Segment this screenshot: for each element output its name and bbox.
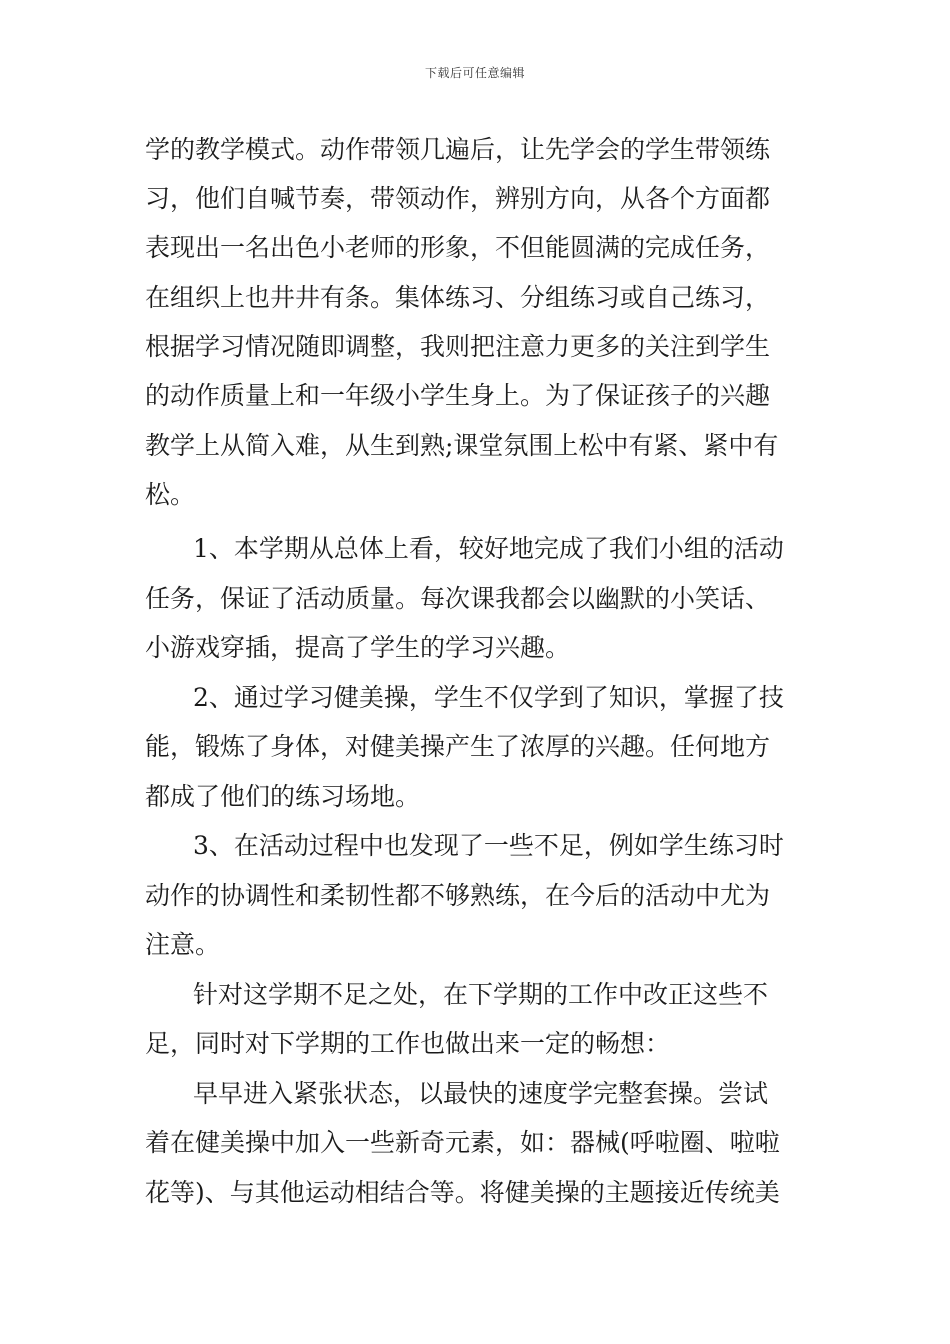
paragraph-first-line: 早早进入紧张状态，以最快的速度学完整套操。尝试 xyxy=(193,1079,769,1108)
paragraph-first-line: 2、通过学习健美操，学生不仅学到了知识，掌握了技 xyxy=(193,683,784,712)
text-line: 学的教学模式。动作带领几遍后，让先学会的学生带领练 xyxy=(145,135,771,164)
text-line: 注意。 xyxy=(145,930,221,959)
text-line: 能，锻炼了身体，对健美操产生了浓厚的兴趣。任何地方 xyxy=(145,732,771,761)
paragraph-first-line: 3、在活动过程中也发现了一些不足，例如学生练习时 xyxy=(193,831,784,860)
text-line: 都成了他们的练习场地。 xyxy=(145,782,421,811)
text-line: 足，同时对下学期的工作也做出来一定的畅想： xyxy=(145,1029,671,1058)
text-line: 小游戏穿插，提高了学生的学习兴趣。 xyxy=(145,633,571,662)
text-line: 花等)、与其他运动相结合等。将健美操的主题接近传统美 xyxy=(145,1178,780,1207)
text-line: 习，他们自喊节奏，带领动作，辨别方向，从各个方面都 xyxy=(145,184,771,213)
text-line: 松。 xyxy=(145,480,196,509)
page-header: 下载后可任意编辑 xyxy=(424,66,525,80)
text-line: 表现出一名出色小老师的形象，不但能圆满的完成任务， xyxy=(145,233,771,262)
paragraph-first-line: 针对这学期不足之处，在下学期的工作中改正这些不 xyxy=(193,980,769,1009)
text-line: 教学上从简入难，从生到熟;课堂氛围上松中有紧、紧中有 xyxy=(145,431,779,460)
text-line: 在组织上也井井有条。集体练习、分组练习或自己练习， xyxy=(145,283,771,312)
text-line: 任务，保证了活动质量。每次课我都会以幽默的小笑话、 xyxy=(145,584,771,613)
paragraph-first-line: 1、本学期从总体上看，较好地完成了我们小组的活动 xyxy=(193,534,784,563)
text-line: 动作的协调性和柔韧性都不够熟练，在今后的活动中尤为 xyxy=(145,881,771,910)
text-line: 的动作质量上和一年级小学生身上。为了保证孩子的兴趣 xyxy=(145,381,771,410)
text-line: 着在健美操中加入一些新奇元素，如：器械(呼啦圈、啦啦 xyxy=(145,1128,780,1157)
text-line: 根据学习情况随即调整，我则把注意力更多的关注到学生 xyxy=(145,332,771,361)
